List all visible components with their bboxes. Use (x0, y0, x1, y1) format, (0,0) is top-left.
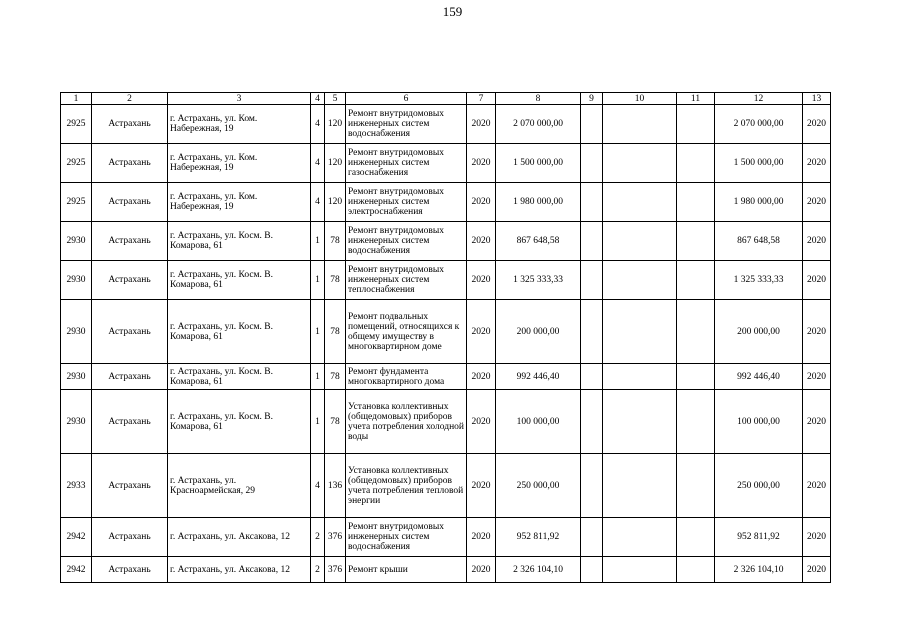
cell-cost-total: 200 000,00 (496, 300, 581, 364)
cell-year: 2020 (467, 105, 496, 144)
column-header: 3 (168, 93, 311, 105)
cell-year-end: 2020 (803, 364, 831, 390)
cell-work-type: Ремонт внутридомовых инженерных систем водоснабжения (346, 518, 467, 557)
cell-col-10 (603, 144, 677, 183)
cell-cost-total: 2 070 000,00 (496, 105, 581, 144)
cell-cost-total: 1 500 000,00 (496, 144, 581, 183)
cell-col-10 (603, 261, 677, 300)
cell-id: 2930 (61, 390, 92, 454)
cell-cost-fund: 250 000,00 (715, 454, 803, 518)
cell-year: 2020 (467, 261, 496, 300)
cell-work-type: Установка коллективных (общедомовых) приборов учета потребления тепловой энергии (346, 454, 467, 518)
column-header: 7 (467, 93, 496, 105)
cell-cost-total: 2 326 104,10 (496, 557, 581, 583)
cell-cost-fund: 1 500 000,00 (715, 144, 803, 183)
cell-cost-fund: 200 000,00 (715, 300, 803, 364)
cell-col-10 (603, 518, 677, 557)
cell-work-type: Ремонт подвальных помещений, относящихся к общему имуществу в многоквартирном доме (346, 300, 467, 364)
cell-cost-fund: 867 648,58 (715, 222, 803, 261)
cell-id: 2933 (61, 454, 92, 518)
cell-floors: 4 (311, 144, 325, 183)
cell-year: 2020 (467, 222, 496, 261)
cell-col-9 (581, 222, 603, 261)
cell-cost-total: 952 811,92 (496, 518, 581, 557)
column-header: 1 (61, 93, 92, 105)
cell-address: г. Астрахань, ул. Ком. Набережная, 19 (168, 144, 311, 183)
cell-year-end: 2020 (803, 261, 831, 300)
cell-city: Астрахань (92, 557, 168, 583)
cell-address: г. Астрахань, ул. Косм. В. Комарова, 61 (168, 222, 311, 261)
cell-col-9 (581, 390, 603, 454)
cell-apartments: 120 (325, 183, 346, 222)
cell-col-9 (581, 557, 603, 583)
cell-city: Астрахань (92, 454, 168, 518)
cell-city: Астрахань (92, 105, 168, 144)
cell-city: Астрахань (92, 144, 168, 183)
cell-id: 2925 (61, 105, 92, 144)
cell-cost-total: 250 000,00 (496, 454, 581, 518)
cell-city: Астрахань (92, 183, 168, 222)
cell-city: Астрахань (92, 390, 168, 454)
cell-year: 2020 (467, 144, 496, 183)
column-header: 8 (496, 93, 581, 105)
cell-cost-total: 867 648,58 (496, 222, 581, 261)
cell-floors: 2 (311, 557, 325, 583)
column-header: 10 (603, 93, 677, 105)
cell-year-end: 2020 (803, 183, 831, 222)
cell-col-10 (603, 300, 677, 364)
cell-city: Астрахань (92, 300, 168, 364)
cell-apartments: 78 (325, 261, 346, 300)
cell-work-type: Ремонт крыши (346, 557, 467, 583)
cell-floors: 1 (311, 390, 325, 454)
cell-col-11 (677, 261, 715, 300)
cell-year-end: 2020 (803, 105, 831, 144)
cell-year-end: 2020 (803, 144, 831, 183)
table-row (61, 518, 831, 557)
column-header: 9 (581, 93, 603, 105)
cell-col-9 (581, 300, 603, 364)
cell-cost-fund: 2 070 000,00 (715, 105, 803, 144)
cell-year: 2020 (467, 364, 496, 390)
registry-table (60, 92, 831, 583)
cell-id: 2930 (61, 300, 92, 364)
cell-floors: 4 (311, 183, 325, 222)
table-row (61, 300, 831, 364)
cell-col-9 (581, 144, 603, 183)
cell-year-end: 2020 (803, 557, 831, 583)
cell-col-9 (581, 261, 603, 300)
cell-id: 2942 (61, 518, 92, 557)
cell-col-11 (677, 300, 715, 364)
cell-col-11 (677, 105, 715, 144)
cell-col-9 (581, 518, 603, 557)
cell-year: 2020 (467, 300, 496, 364)
table-row (61, 390, 831, 454)
column-header: 6 (346, 93, 467, 105)
cell-apartments: 376 (325, 518, 346, 557)
cell-floors: 1 (311, 300, 325, 364)
column-header: 11 (677, 93, 715, 105)
cell-year: 2020 (467, 454, 496, 518)
cell-cost-fund: 100 000,00 (715, 390, 803, 454)
table-row (61, 183, 831, 222)
cell-year-end: 2020 (803, 390, 831, 454)
cell-col-10 (603, 454, 677, 518)
cell-apartments: 78 (325, 300, 346, 364)
cell-year: 2020 (467, 390, 496, 454)
cell-apartments: 120 (325, 105, 346, 144)
cell-city: Астрахань (92, 518, 168, 557)
cell-col-10 (603, 364, 677, 390)
column-header: 2 (92, 93, 168, 105)
cell-year: 2020 (467, 557, 496, 583)
cell-city: Астрахань (92, 222, 168, 261)
cell-cost-total: 992 446,40 (496, 364, 581, 390)
cell-work-type: Ремонт внутридомовых инженерных систем водоснабжения (346, 222, 467, 261)
cell-col-9 (581, 364, 603, 390)
cell-address: г. Астрахань, ул. Косм. В. Комарова, 61 (168, 390, 311, 454)
table-row (61, 105, 831, 144)
cell-address: г. Астрахань, ул. Аксакова, 12 (168, 518, 311, 557)
cell-apartments: 136 (325, 454, 346, 518)
cell-year-end: 2020 (803, 222, 831, 261)
cell-address: г. Астрахань, ул. Ком. Набережная, 19 (168, 183, 311, 222)
cell-address: г. Астрахань, ул. Ком. Набережная, 19 (168, 105, 311, 144)
cell-floors: 2 (311, 518, 325, 557)
cell-col-9 (581, 183, 603, 222)
cell-col-11 (677, 183, 715, 222)
column-header: 4 (311, 93, 325, 105)
cell-address: г. Астрахань, ул. Красноармейская, 29 (168, 454, 311, 518)
cell-col-11 (677, 364, 715, 390)
cell-work-type: Установка коллективных (общедомовых) приборов учета потребления холодной воды (346, 390, 467, 454)
cell-apartments: 376 (325, 557, 346, 583)
cell-work-type: Ремонт внутридомовых инженерных систем теплоснабжения (346, 261, 467, 300)
cell-floors: 4 (311, 454, 325, 518)
cell-work-type: Ремонт внутридомовых инженерных систем газоснабжения (346, 144, 467, 183)
cell-id: 2925 (61, 144, 92, 183)
column-header: 12 (715, 93, 803, 105)
cell-work-type: Ремонт внутридомовых инженерных систем электроснабжения (346, 183, 467, 222)
table-row (61, 261, 831, 300)
cell-cost-total: 1 325 333,33 (496, 261, 581, 300)
cell-address: г. Астрахань, ул. Косм. В. Комарова, 61 (168, 364, 311, 390)
cell-work-type: Ремонт внутридомовых инженерных систем водоснабжения (346, 105, 467, 144)
table-row (61, 222, 831, 261)
cell-id: 2925 (61, 183, 92, 222)
cell-apartments: 78 (325, 222, 346, 261)
cell-cost-fund: 992 446,40 (715, 364, 803, 390)
cell-cost-total: 1 980 000,00 (496, 183, 581, 222)
cell-col-10 (603, 222, 677, 261)
cell-year-end: 2020 (803, 300, 831, 364)
cell-col-10 (603, 557, 677, 583)
cell-col-10 (603, 390, 677, 454)
cell-year-end: 2020 (803, 454, 831, 518)
cell-apartments: 120 (325, 144, 346, 183)
cell-year-end: 2020 (803, 518, 831, 557)
cell-floors: 1 (311, 364, 325, 390)
column-header: 13 (803, 93, 831, 105)
cell-col-9 (581, 454, 603, 518)
cell-col-11 (677, 454, 715, 518)
cell-city: Астрахань (92, 364, 168, 390)
cell-cost-fund: 2 326 104,10 (715, 557, 803, 583)
cell-id: 2930 (61, 261, 92, 300)
cell-col-11 (677, 557, 715, 583)
cell-id: 2930 (61, 364, 92, 390)
table-row (61, 144, 831, 183)
cell-apartments: 78 (325, 390, 346, 454)
cell-id: 2930 (61, 222, 92, 261)
table-body (61, 105, 831, 583)
cell-year: 2020 (467, 518, 496, 557)
cell-col-11 (677, 144, 715, 183)
cell-address: г. Астрахань, ул. Косм. В. Комарова, 61 (168, 261, 311, 300)
cell-floors: 4 (311, 105, 325, 144)
table-row (61, 557, 831, 583)
cell-cost-fund: 952 811,92 (715, 518, 803, 557)
cell-col-11 (677, 390, 715, 454)
cell-id: 2942 (61, 557, 92, 583)
cell-address: г. Астрахань, ул. Косм. В. Комарова, 61 (168, 300, 311, 364)
cell-col-11 (677, 518, 715, 557)
table-row (61, 364, 831, 390)
header-row (61, 93, 831, 105)
page-number: 159 (442, 4, 463, 19)
cell-year: 2020 (467, 183, 496, 222)
cell-cost-fund: 1 980 000,00 (715, 183, 803, 222)
cell-col-10 (603, 105, 677, 144)
cell-col-11 (677, 222, 715, 261)
cell-cost-fund: 1 325 333,33 (715, 261, 803, 300)
cell-floors: 1 (311, 222, 325, 261)
cell-address: г. Астрахань, ул. Аксакова, 12 (168, 557, 311, 583)
cell-city: Астрахань (92, 261, 168, 300)
table-row (61, 454, 831, 518)
cell-floors: 1 (311, 261, 325, 300)
cell-cost-total: 100 000,00 (496, 390, 581, 454)
cell-col-10 (603, 183, 677, 222)
cell-apartments: 78 (325, 364, 346, 390)
column-header: 5 (325, 93, 346, 105)
cell-col-9 (581, 105, 603, 144)
cell-work-type: Ремонт фундамента многоквартирного дома (346, 364, 467, 390)
